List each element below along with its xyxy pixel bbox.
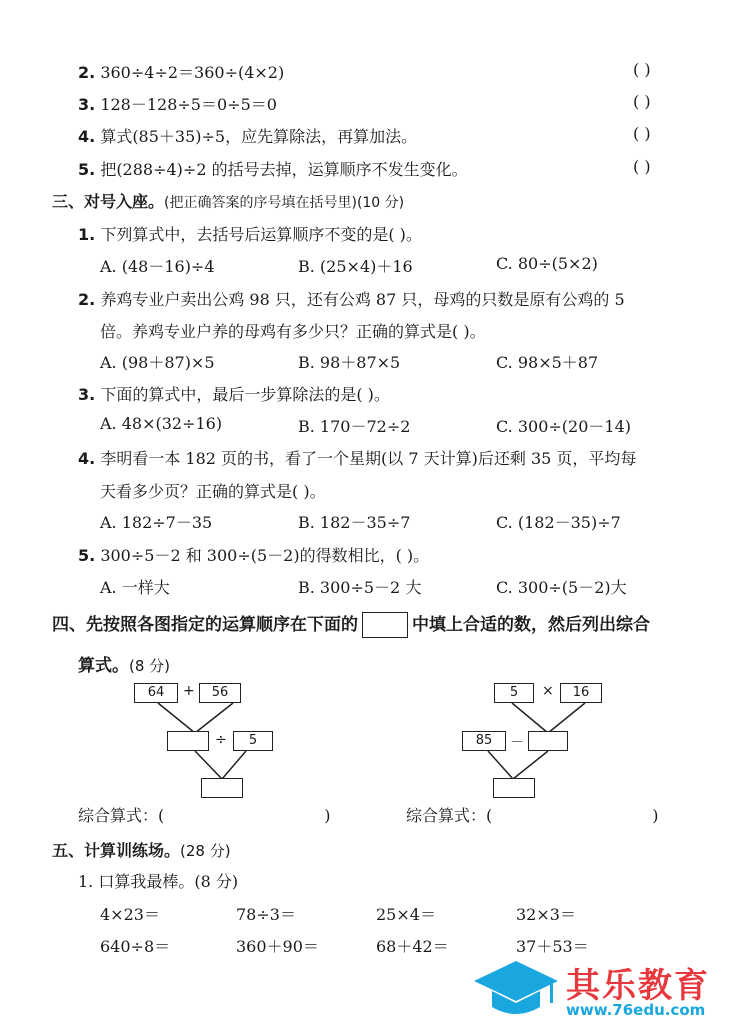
- blank-box[interactable]: [493, 778, 535, 798]
- number-box: 64: [134, 683, 178, 703]
- answer-parens: ( ): [633, 157, 651, 176]
- section-score: (28 分): [180, 842, 231, 860]
- blank-box[interactable]: [201, 778, 243, 798]
- calc-item: 68＋42＝: [376, 937, 449, 956]
- question-text: 把(288÷4)÷2 的括号去掉，运算顺序不发生变化。: [100, 160, 468, 179]
- section-5-heading: [52, 838, 231, 861]
- calc-item: 25×4＝: [376, 905, 436, 924]
- question-text-cont: 倍。养鸡专业户养的母鸡有多少只？正确的算式是( )。: [100, 322, 486, 341]
- operator: －: [510, 735, 524, 751]
- q-number: 4.: [78, 127, 96, 146]
- option-c: C. 300÷(5－2)大: [496, 578, 627, 597]
- connector-line: [513, 751, 548, 779]
- q-number: 5.: [78, 546, 96, 565]
- subsection-title: 1. 口算我最棒。(8 分): [78, 872, 239, 891]
- question-text-cont: 天看多少页？正确的算式是( )。: [100, 482, 326, 501]
- blank-box[interactable]: [167, 731, 209, 751]
- number-box: 85: [462, 731, 506, 751]
- formula-label: 综合算式：(: [406, 806, 493, 825]
- connector-line: [222, 751, 246, 779]
- operator: ×: [542, 683, 554, 699]
- option-a: A. (98＋87)×5: [100, 353, 215, 372]
- answer-parens: ( ): [633, 92, 651, 111]
- connector-line: [195, 703, 233, 733]
- question-text: 算式(85＋35)÷5，应先算除法，再算加法。: [100, 127, 418, 146]
- question-text: 128－128÷5＝0÷5＝0: [100, 95, 277, 114]
- calc-item: 32×3＝: [516, 905, 576, 924]
- question-text: 300÷5－2 和 300÷(5－2)的得数相比，( )。: [100, 546, 430, 565]
- connector-line: [158, 703, 195, 733]
- calc-item: 78÷3＝: [236, 905, 296, 924]
- q-number: 2.: [78, 290, 96, 309]
- formula-label: 综合算式：(: [78, 806, 165, 825]
- connector-line: [195, 751, 222, 779]
- section-score: (8 分): [129, 657, 171, 675]
- question-text: 李明看一本 182 页的书，看了一个星期(以 7 天计算)后还剩 35 页，平均每: [100, 449, 637, 468]
- question-text: 下面的算式中，最后一步算除法的是( )。: [100, 385, 390, 404]
- option-a: A. 48×(32÷16): [100, 414, 223, 433]
- formula-close: ): [324, 806, 331, 825]
- connector-line: [548, 703, 585, 733]
- section-title-part: 四、先按照各图指定的运算顺序在下面的: [52, 615, 358, 635]
- calc-item: 360＋90＝: [236, 937, 319, 956]
- q-number: 3.: [78, 95, 96, 114]
- option-a: A. (48－16)÷4: [100, 257, 215, 276]
- question-text: 养鸡专业户卖出公鸡 98 只，还有公鸡 87 只，母鸡的只数是原有公鸡的 5: [100, 290, 625, 309]
- q-number: 2.: [78, 63, 96, 82]
- q-number: 4.: [78, 449, 96, 468]
- calc-item: 640÷8＝: [100, 937, 171, 956]
- option-b: B. 170－72÷2: [298, 417, 411, 436]
- option-c: C. 300÷(20－14): [496, 417, 631, 436]
- section-title-part: 算式。: [78, 656, 129, 676]
- answer-parens: ( ): [633, 124, 651, 143]
- option-c: C. 80÷(5×2): [496, 254, 598, 273]
- section-title: 三、对号入座。: [52, 192, 165, 211]
- calc-item: 4×23＝: [100, 905, 160, 924]
- operator: +: [183, 683, 195, 699]
- answer-parens: ( ): [633, 60, 651, 79]
- number-box: 5: [233, 731, 273, 751]
- connector-line: [512, 703, 548, 733]
- section-title-part: 中填上合适的数，然后列出综合: [412, 615, 650, 635]
- option-b: B. (25×4)＋16: [298, 257, 413, 276]
- formula-line-1: [78, 803, 331, 826]
- q-number: 3.: [78, 385, 96, 404]
- connector-line: [488, 751, 513, 779]
- blank-box[interactable]: [528, 731, 568, 751]
- section-title: 五、计算训练场。: [52, 841, 181, 860]
- option-c: C. 98×5＋87: [496, 353, 599, 372]
- number-box: 56: [199, 683, 241, 703]
- option-b: B. 300÷5－2 大: [298, 578, 422, 597]
- number-box: 16: [560, 683, 602, 703]
- calc-item: 37＋53＝: [516, 937, 589, 956]
- option-a: A. 182÷7－35: [100, 513, 213, 532]
- number-box: 5: [494, 683, 534, 703]
- watermark-url: www.76edu.com: [566, 1001, 706, 1019]
- q-number: 5.: [78, 160, 96, 179]
- operator: ÷: [215, 732, 227, 748]
- option-a: A. 一样大: [100, 578, 170, 597]
- section-note: (把正确答案的序号填在括号里)(10 分): [164, 195, 405, 211]
- watermark-brand: 其乐教育: [566, 966, 710, 1006]
- q-number: 1.: [78, 225, 96, 244]
- question-text: 360÷4÷2＝360÷(4×2): [100, 63, 285, 82]
- option-b: B. 98＋87×5: [298, 353, 401, 372]
- formula-line-2: [406, 803, 659, 826]
- graduation-cap-icon: [470, 955, 560, 1023]
- option-b: B. 182－35÷7: [298, 513, 411, 532]
- formula-close: ): [652, 806, 659, 825]
- option-c: C. (182－35)÷7: [496, 513, 621, 532]
- question-text: 下列算式中，去括号后运算顺序不变的是( )。: [100, 225, 422, 244]
